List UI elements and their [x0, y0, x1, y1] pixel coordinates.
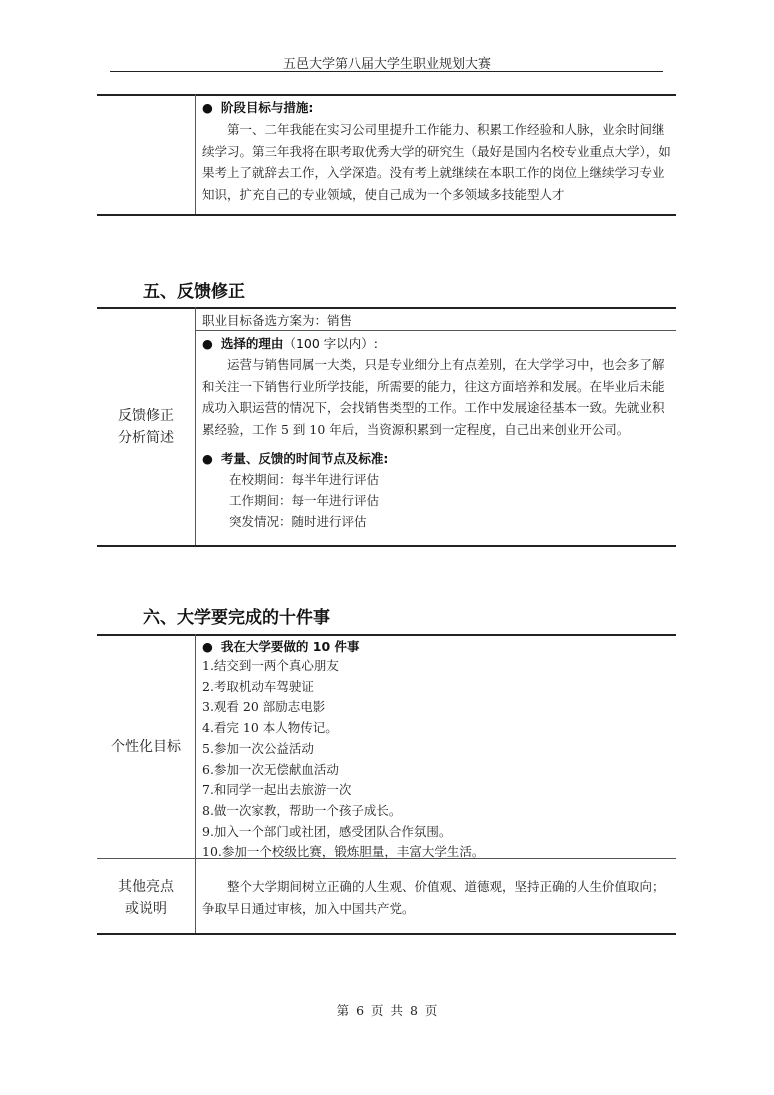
eval-heading-text: 考量、反馈的时间节点及标准:	[220, 451, 389, 466]
eval-heading	[202, 449, 672, 467]
stage-goals-heading-text: 阶段目标与措施:	[220, 100, 314, 115]
header-rule	[110, 71, 663, 72]
reason-heading-text: 选择的理由	[220, 336, 284, 351]
eval-item: 在校期间：每半年进行评估	[229, 472, 380, 487]
list-item: 4.看完 10 本人物传记。	[202, 720, 338, 736]
list-item: 7.和同学一起出去旅游一次	[202, 782, 352, 798]
eval-item: 工作期间：每一年进行评估	[229, 493, 380, 508]
table-bottom-rule	[97, 545, 676, 547]
stage-goals-cell	[202, 98, 672, 205]
table-bottom-rule	[97, 933, 676, 935]
bullet-dot-icon: ●	[202, 336, 213, 351]
section-title-feedback: 五、反馈修正	[143, 282, 245, 302]
list-item: 8.做一次家教，帮助一个孩子成长。	[202, 802, 402, 818]
table-column-divider	[195, 307, 196, 547]
stage-goals-paragraph: 第一、二年我能在实习公司里提升工作能力、积累工作经验和人脉，业余时间继续学习。第三年我将在职考取优秀大学的研究生（最好是国内名校专业重点大学），如果考上了就辞去工作，入学深造。没有考上就继续在本职工作的岗位上继续学习专业知识，扩充自己的专业领域，使自己成为一个多领域多技能型人才	[202, 122, 671, 202]
stage-goals-table	[97, 94, 676, 216]
feedback-cell	[202, 334, 672, 532]
list-item: 10.参加一个校级比赛，锻炼胆量，丰富大学生活。	[202, 844, 485, 860]
bullet-dot-icon: ●	[202, 100, 213, 115]
reason-paragraph: 运营与销售同属一大类，只是专业细分上有点差别，在大学学习中，也会多了解和关注一下销售行业所学技能，所需要的能力，往这方面培养和发展。在毕业后未能成功入职运营的情况下，会找销售类型的工作。工作中发展途径基本一致。先就业积累经验，工作 5 到 10 年后，当资源积累到一定程度，自己出来创业开公司。	[202, 357, 665, 437]
personal-goals-label: 个性化目标	[111, 739, 181, 755]
reason-note: （100 字以内）:	[283, 336, 378, 351]
feedback-label: 反馈修正 分析简述	[118, 408, 174, 446]
list-item: 6.参加一次无偿献血活动	[202, 761, 339, 777]
table-bottom-rule	[97, 214, 676, 216]
table-top-rule	[97, 634, 676, 636]
page-footer: 第 6 页 共 8 页	[336, 1003, 438, 1018]
table-row-divider	[195, 330, 676, 331]
ten-things-cell	[202, 637, 672, 863]
eval-item: 突发情况：随时进行评估	[229, 514, 367, 529]
table-top-rule	[97, 94, 676, 96]
list-item: 2.考取机动车驾驶证	[202, 678, 314, 694]
page-header-title: 五邑大学第八届大学生职业规划大赛	[282, 57, 491, 72]
ten-things-heading	[202, 637, 672, 655]
bullet-dot-icon: ●	[202, 639, 213, 654]
eval-list	[202, 469, 672, 532]
table-column-divider	[195, 634, 196, 935]
list-item: 9.加入一个部门或社团，感受团队合作氛围。	[202, 823, 452, 839]
table-column-divider	[195, 94, 196, 216]
table-top-rule	[97, 307, 676, 309]
stage-goals-heading	[202, 98, 672, 116]
list-item: 1.结交到一两个真心朋友	[202, 658, 339, 673]
career-option-line: 职业目标备选方案为：销售	[202, 313, 353, 328]
list-item: 3.观看 20 部励志电影	[202, 699, 326, 715]
ten-things-list	[202, 656, 672, 863]
other-highlights-paragraph: 整个大学期间树立正确的人生观、价值观、道德观，坚持正确的人生价值取向；争取早日通过审核，加入中国共产党。	[202, 879, 665, 916]
bullet-dot-icon: ●	[202, 451, 213, 466]
section-title-ten-things: 六、大学要完成的十件事	[143, 608, 330, 628]
ten-things-table	[97, 634, 676, 935]
other-highlights-label: 其他亮点 或说明	[118, 879, 174, 917]
list-item: 5.参加一次公益活动	[202, 740, 314, 756]
reason-heading	[202, 334, 672, 352]
ten-things-heading-text: 我在大学要做的 10 件事	[220, 639, 360, 654]
feedback-table	[97, 307, 676, 547]
